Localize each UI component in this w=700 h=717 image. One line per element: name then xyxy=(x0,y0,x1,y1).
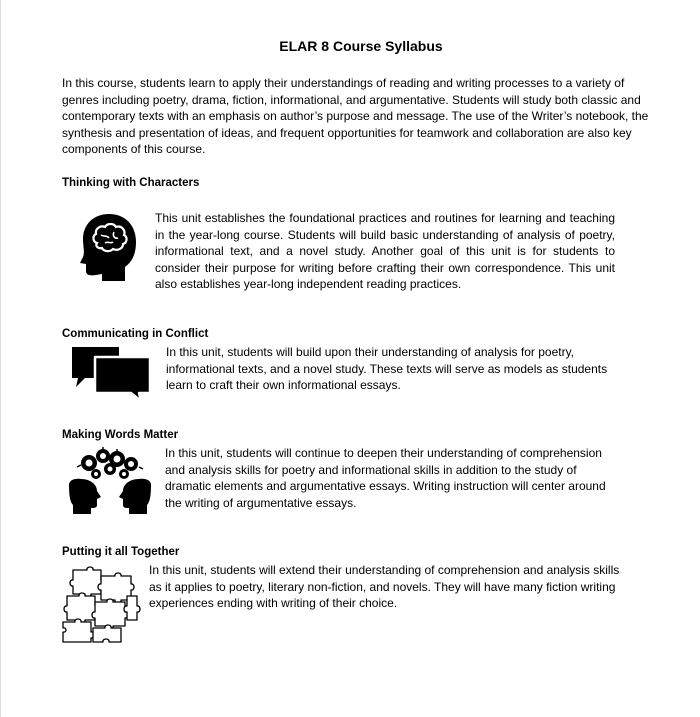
speech-bubbles-icon xyxy=(69,345,153,403)
two-heads-gears-icon xyxy=(67,447,153,515)
puzzle-pieces-icon xyxy=(61,566,141,644)
head-brain-icon xyxy=(79,211,139,283)
unit-heading-putting-it-all-together: Putting it all Together xyxy=(62,546,180,558)
unit-description: In this unit, students will build upon their understanding of analysis for poetry, informational texts, and a novel study. These texts will serve as models as students learn to craft their own informational essays. xyxy=(166,345,608,393)
unit-heading-communicating-in-conflict: Communicating in Conflict xyxy=(62,328,209,340)
unit-heading-making-words-matter: Making Words Matter xyxy=(62,429,179,441)
page-title: ELAR 8 Course Syllabus xyxy=(279,38,443,54)
course-intro: In this course, students learn to apply their understandings of reading and writing processes to a variety of genres including poetry, drama, fiction, informational, and argumentative. Students will study both classic and contemporary texts with an emphasis on author’s purpose and message. The use of the Writer’s notebook, the synthesis and presentation of ideas, and frequent opportunities for teamwork and collaboration are also key components of this course. xyxy=(62,76,649,157)
unit-description: This unit establishes the foundational practices and routines for learning and teaching in the year-long course. Students will build basic understanding of analysis of poetry, informational text, and a novel study. Another goal of this unit is for students to consider their purpose for writing before crafting their own correspondence. This unit also establishes year-long independent reading practices. xyxy=(155,211,615,292)
unit-description: In this unit, students will continue to deepen their understanding of comprehension and analysis skills for poetry and informational skills in addition to the study of dramatic elements and argumentative essays. Writing instruction will center around the writing of argumentative essays. xyxy=(165,446,606,510)
unit-description: In this unit, students will extend their understanding of comprehension and analysis skills as it applies to poetry, literary non-fiction, and novels. They will have many fiction writing experiences ending with writing of their choice. xyxy=(149,563,620,611)
unit-heading-thinking-with-characters: Thinking with Characters xyxy=(62,177,200,189)
